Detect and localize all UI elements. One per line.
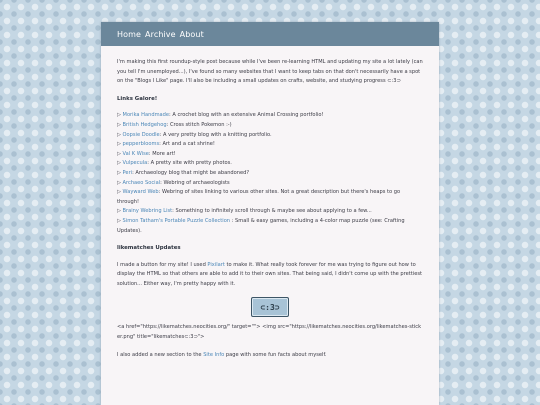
link-peri[interactable]: Peri — [122, 169, 133, 176]
link-brainy-webring-list[interactable]: Brainy Webring List — [122, 208, 173, 215]
link-description: : Webring of sites linking to various other sites. Not a great description but there's heaps to go through! — [117, 189, 401, 205]
list-item — [117, 207, 423, 217]
link-archaeo-social[interactable]: Archaeo Social — [122, 179, 161, 186]
list-item — [117, 121, 423, 131]
list-item — [117, 159, 423, 169]
list-item — [117, 169, 423, 179]
arrow-icon: ▷ — [117, 131, 121, 138]
nav-about-link[interactable]: About — [179, 29, 204, 39]
list-item — [117, 140, 423, 150]
embed-code-snippet: <a href="https://likematches.neocities.org/" target=""> <img src="https://likematches.neocities.org/likematches-sticker.png" title="likematches⊂:3⊃"> — [117, 324, 422, 341]
list-item — [117, 188, 423, 207]
link-wayward-web[interactable]: Wayward Web — [122, 189, 159, 196]
site-info-text: page with some fun facts about myself. — [224, 351, 327, 358]
post-container — [101, 22, 439, 405]
link-description: : A pretty site with pretty photos. — [147, 160, 232, 167]
list-item — [117, 217, 423, 236]
link-vulpecula[interactable]: Vulpecula — [122, 160, 148, 167]
link-pepperblooms[interactable]: pepperblooms — [122, 141, 160, 148]
link-description: : A crochet blog with an extensive Animal Crossing portfolio! — [169, 112, 324, 119]
nav-archive-link[interactable]: Archive — [145, 29, 176, 39]
link-description: : Art and a cat shrine! — [159, 141, 215, 148]
list-item — [117, 131, 423, 141]
links-list — [117, 111, 423, 236]
link-oopsie-doodle[interactable]: Oopsie Doodle — [122, 131, 160, 138]
link-description: : Cross stitch Pokemon :-) — [166, 121, 232, 128]
link-val-k-wise[interactable]: Val K Wise — [122, 150, 149, 157]
updates-text: to make it. What really took forever for me was trying to figure out how to display the HTML so that others are able to add it to their own sites. That being said, I didn't come up with the prettiest solution... Either way, I'm pretty happy with it. — [117, 261, 422, 287]
site-button-sticker[interactable]: ⊂:3⊃ — [251, 297, 289, 317]
links-heading: Links Galore! — [117, 95, 158, 102]
link-description: : A very pretty blog with a knitting portfolio. — [159, 131, 272, 138]
link-description: : Something to infinitely scroll through & maybe see about applying to a few... — [172, 208, 372, 215]
link-site-info[interactable]: Site Info — [203, 351, 225, 358]
arrow-icon: ▷ — [117, 141, 121, 148]
post-content — [101, 46, 439, 360]
updates-heading: likematches Updates — [117, 245, 181, 252]
arrow-icon: ▷ — [117, 189, 121, 196]
link-description: : Archaeology blog that might be abandoned? — [132, 169, 250, 176]
arrow-icon: ▷ — [117, 121, 121, 128]
intro-paragraph: I'm making this first roundup-style post because while I've been re-learning HTML and updating my site a lot lately (can you tell I'm unemployed...), I've found so many websites that I want to keep tabs on that don't necessarily have a spot on the "Blogs I Like" page. I'll also be including a small updates on crafts, website, and studying progress ⊂:3⊃ — [117, 59, 423, 85]
list-item — [117, 111, 423, 121]
site-info-paragraph — [117, 351, 423, 361]
link-pixilart[interactable]: Pixilart — [207, 261, 225, 268]
arrow-icon: ▷ — [117, 150, 121, 157]
site-info-text: I also added a new section to the — [117, 351, 204, 358]
link-morika-handmade[interactable]: Morika Handmade — [122, 112, 170, 119]
link-simon-tatham-puzzles[interactable]: Simon Tatham's Portable Puzzle Collection — [122, 217, 231, 224]
list-item — [117, 150, 423, 160]
link-british-hedgehog[interactable]: British Hedgehog — [122, 121, 167, 128]
link-description: : Webring of archaeologists — [160, 179, 230, 186]
arrow-icon: ▷ — [117, 169, 121, 176]
nav-home-link[interactable]: Home — [117, 29, 142, 39]
arrow-icon: ▷ — [117, 179, 121, 186]
top-nav — [101, 22, 439, 46]
link-description: : Small & easy games, including a 4-color map puzzle (see: Crafting Updates). — [117, 217, 405, 234]
arrow-icon: ▷ — [117, 208, 121, 215]
arrow-icon: ▷ — [117, 217, 121, 224]
arrow-icon: ▷ — [117, 112, 121, 119]
link-description: : More art! — [148, 150, 176, 157]
arrow-icon: ▷ — [117, 160, 121, 167]
sticker-wrap — [117, 297, 423, 317]
updates-paragraph — [117, 261, 423, 290]
updates-text: I made a button for my site! I used — [117, 261, 208, 268]
list-item — [117, 179, 423, 189]
